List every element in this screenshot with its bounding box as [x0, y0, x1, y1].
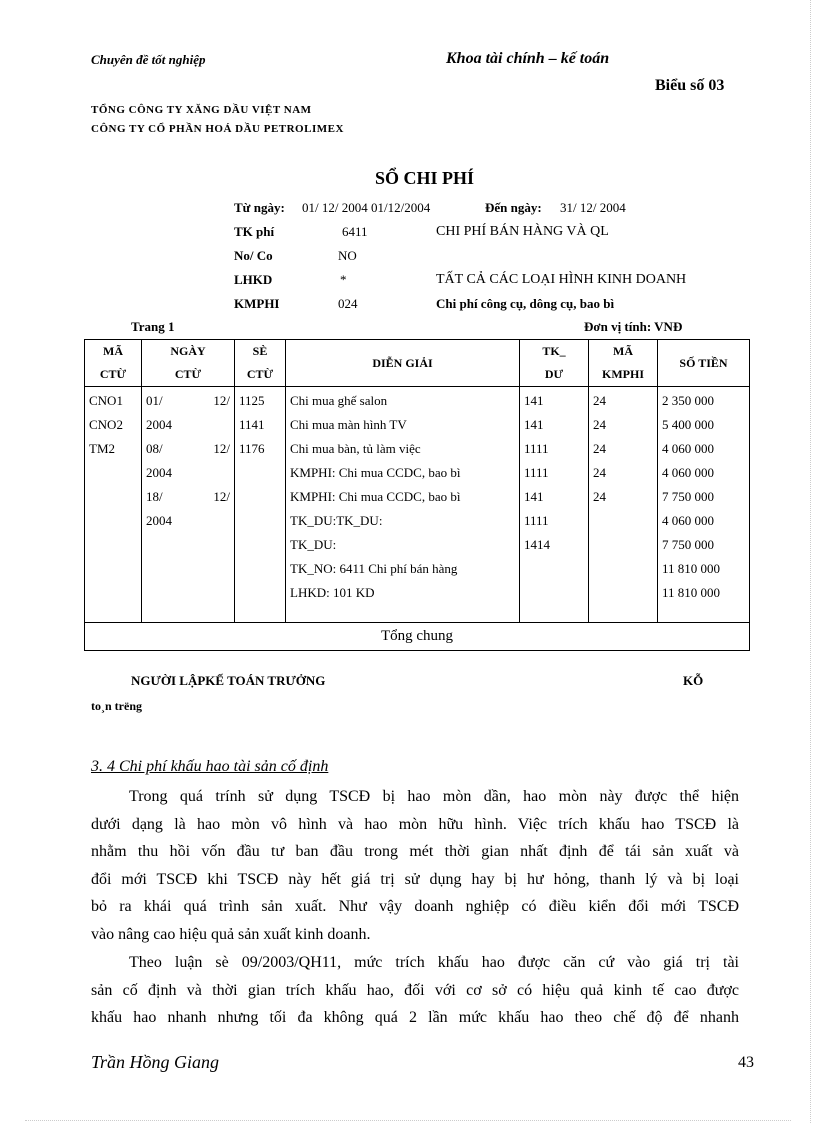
cell: TK_DU:: [290, 537, 337, 552]
cell: LHKD: 101 KD: [290, 585, 375, 600]
signature-left: NGƯỜI LẬPKẾ TOÁN TRƯỞNG: [131, 673, 326, 688]
header-left: Chuyên đề tốt nghiệp: [91, 52, 206, 67]
cell: Chi mua màn hình TV: [290, 417, 407, 432]
paragraph-line: khấu hao nhanh nhưng tối đa không quá 2 lần mức khấu hao theo chế độ để nhanh: [91, 1009, 739, 1027]
date-line: 2004: [146, 513, 172, 528]
header-se-ctu: SÈ CTỪ: [235, 340, 286, 387]
cell: CNO1: [89, 393, 123, 408]
cell: 11 810 000: [662, 561, 721, 576]
page-label: Trang 1: [131, 319, 175, 334]
form-number: Biểu số 03: [655, 77, 725, 94]
paragraph-2: [91, 949, 739, 1032]
noco-label: No/ Co: [234, 248, 273, 263]
paragraph-line: sản cố định và thời gian trích khấu hao, đối với cơ sở có hiệu quả kinh tế cao được: [91, 981, 739, 999]
tk-label: TK phí: [234, 224, 275, 239]
date-line: 2004: [146, 417, 172, 432]
from-label: Từ ngày:: [234, 200, 285, 215]
cell: 24: [593, 393, 606, 408]
paragraph-line: nhằm thu hồi vốn đầu tư ban đầu trong mét thời gian nhất định để tái sản xuất và: [91, 843, 739, 861]
cell: 141: [524, 417, 544, 432]
table-header-row: [85, 340, 750, 387]
kmphi-desc: Chi phí công cụ, dông cụ, bao bì: [436, 296, 615, 311]
footer-page-number: 43: [738, 1054, 754, 1071]
lhkd-code: *: [340, 272, 347, 287]
cell: 1141: [239, 417, 265, 432]
cell: 7 750 000: [662, 489, 714, 504]
date-line: 01/ 12/: [146, 393, 230, 408]
cell: 1111: [524, 441, 549, 456]
cell: 1111: [524, 465, 549, 480]
cell: 11 810 000: [662, 585, 721, 600]
cell: 2 350 000: [662, 393, 714, 408]
cell: CNO2: [89, 417, 123, 432]
header-right: Khoa tài chính – kế toán: [446, 50, 610, 67]
col-se-ctu: [235, 387, 286, 623]
cell: 24: [593, 489, 606, 504]
tk-code: 6411: [342, 224, 368, 239]
to-label: Đến ngày:: [485, 200, 542, 215]
paragraph-1: [91, 783, 739, 949]
header-ma-ctu: MÃ CTỪ: [85, 340, 142, 387]
page-edge-divider: [25, 1120, 791, 1121]
date-line: 08/ 12/: [146, 441, 230, 456]
cell: 24: [593, 417, 606, 432]
paragraph-line: Trong quá trính sử dụng TSCĐ bị hao mòn dần, hao mòn này được thể hiện: [129, 788, 739, 805]
noco-value: NO: [338, 248, 357, 263]
org-line-2: CÔNG TY CỔ PHẦN HOÁ DẦU PETROLIMEX: [91, 123, 344, 135]
section-title: 3. 4 Chi phí khấu hao tài sản cố định: [91, 758, 329, 775]
header-dien-giai: DIỄN GIẢI: [286, 340, 520, 387]
col-ma-ctu: [85, 387, 142, 623]
col-ma-kmphi: [589, 387, 658, 623]
cell: TM2: [89, 441, 115, 456]
cell: 1111: [524, 513, 549, 528]
tk-desc: CHI PHÍ BÁN HÀNG VÀ QL: [436, 224, 609, 239]
cell: 141: [524, 489, 544, 504]
footer-author: Trần Hồng Giang: [91, 1052, 220, 1072]
garbled-text: to¸n trëng: [91, 699, 142, 713]
cell: TK_DU:TK_DU:: [290, 513, 383, 528]
header-ngay-ctu: NGÀY CTỪ: [142, 340, 235, 387]
kmphi-code: 024: [338, 296, 358, 311]
cell: 1176: [239, 441, 265, 456]
unit-label: Đơn vị tính: VNĐ: [584, 319, 683, 334]
cell: Chi mua bàn, tủ làm việc: [290, 441, 421, 456]
cell: 24: [593, 441, 606, 456]
cell: KMPHI: Chi mua CCDC, bao bì: [290, 465, 461, 480]
cell: 7 750 000: [662, 537, 714, 552]
cell: 4 060 000: [662, 513, 714, 528]
col-dien-giai: [286, 387, 520, 623]
page-edge-divider-vertical: [810, 0, 811, 1123]
col-tk-du: [520, 387, 589, 623]
lhkd-label: LHKD: [234, 272, 273, 287]
col-ngay-ctu: [142, 387, 235, 623]
header-tk-du: TK_ DƯ: [520, 340, 589, 387]
date-line: 18/ 12/: [146, 489, 230, 504]
total-row: [85, 623, 750, 651]
cell: 1414: [524, 537, 550, 552]
page-title: SỔ CHI PHÍ: [375, 168, 475, 188]
paragraph-line: đổi mới TSCĐ khi TSCĐ này hết giá trị sử dụng hay bị hư hỏng, thanh lý và bị loại: [91, 870, 739, 888]
header-ma-kmphi: MÃ KMPHI: [589, 340, 658, 387]
from-value: 01/ 12/ 2004 01/12/2004: [302, 200, 431, 215]
cell: 4 060 000: [662, 441, 714, 456]
col-so-tien: [658, 387, 750, 623]
cell: 141: [524, 393, 544, 408]
header-so-tien: SỐ TIỀN: [658, 340, 750, 387]
paragraph-line: Theo luận sè 09/2003/QH11, mức trích khấu hao được căn cứ vào giá trị tài: [129, 954, 739, 971]
paragraph-line: dưới dạng là hao mòn vô hình và hao mòn hữu hình. Việc trích khấu hao TSCĐ là: [91, 815, 739, 833]
to-value: 31/ 12/ 2004: [560, 200, 626, 215]
cell: 1125: [239, 393, 265, 408]
date-line: 2004: [146, 465, 172, 480]
cell: TK_NO: 6411 Chi phí bán hàng: [290, 561, 458, 576]
org-line-1: TỔNG CÔNG TY XĂNG DẦU VIỆT NAM: [91, 104, 312, 116]
table-body-row: [85, 387, 750, 623]
cell: 4 060 000: [662, 465, 714, 480]
signature-right: KỖ: [683, 673, 704, 688]
cell: 5 400 000: [662, 417, 714, 432]
kmphi-label: KMPHI: [234, 296, 280, 311]
cell: KMPHI: Chi mua CCDC, bao bì: [290, 489, 461, 504]
total-label: Tổng chung: [85, 623, 750, 651]
paragraph-line: vào nâng cao hiệu quả sản xuất kinh doanh.: [91, 925, 371, 943]
cell: 24: [593, 465, 606, 480]
lhkd-desc: TẤT CẢ CÁC LOẠI HÌNH KINH DOANH: [436, 272, 687, 287]
expense-ledger-table: [84, 339, 750, 651]
cell: Chi mua ghế salon: [290, 393, 388, 408]
paragraph-line: bỏ ra khái quá trình sản xuất. Như vậy doanh nghiệp có điều kiển đổi mới TSCĐ: [91, 898, 739, 916]
